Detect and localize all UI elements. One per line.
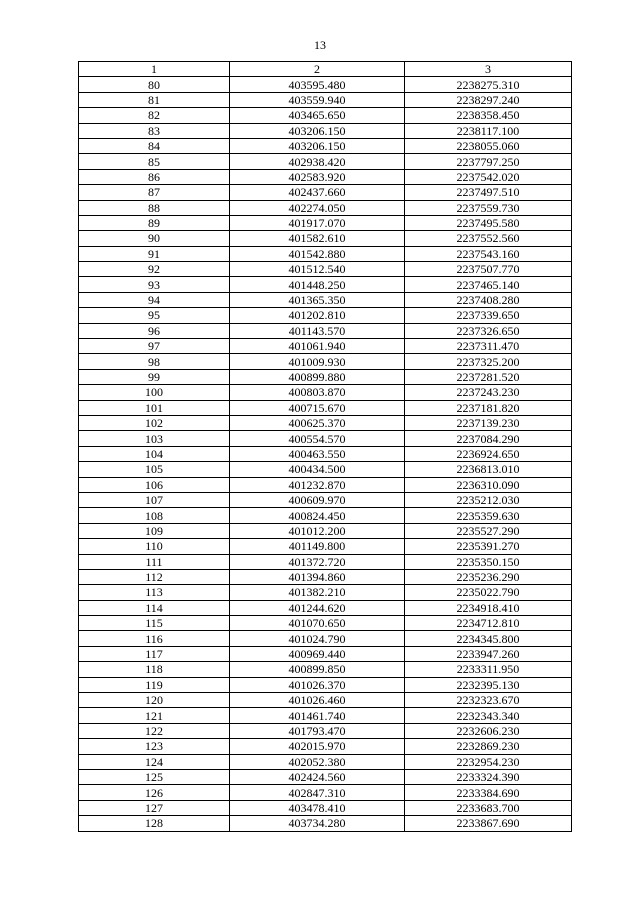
- point-number-cell: 96: [79, 323, 230, 338]
- table-row: [79, 554, 572, 569]
- x-coordinate-cell: 403559.940: [230, 92, 405, 107]
- y-coordinate-cell: 2233867.690: [405, 816, 572, 831]
- table-row: [79, 323, 572, 338]
- y-coordinate-cell: 2235391.270: [405, 539, 572, 554]
- table-row: [79, 816, 572, 831]
- x-coordinate-cell: 401382.210: [230, 585, 405, 600]
- point-number-cell: 119: [79, 677, 230, 692]
- y-coordinate-cell: 2233947.260: [405, 646, 572, 661]
- y-coordinate-cell: 2235022.790: [405, 585, 572, 600]
- point-number-cell: 105: [79, 462, 230, 477]
- x-coordinate-cell: 402437.660: [230, 185, 405, 200]
- point-number-cell: 123: [79, 739, 230, 754]
- point-number-cell: 127: [79, 800, 230, 815]
- x-coordinate-cell: 401394.860: [230, 569, 405, 584]
- x-coordinate-cell: 401009.930: [230, 354, 405, 369]
- table-row: [79, 754, 572, 769]
- table-row: [79, 200, 572, 215]
- y-coordinate-cell: 2234345.800: [405, 631, 572, 646]
- point-number-cell: 98: [79, 354, 230, 369]
- x-coordinate-cell: 402424.560: [230, 769, 405, 784]
- table-row: [79, 646, 572, 661]
- table-row: [79, 523, 572, 538]
- x-coordinate-cell: 400625.370: [230, 415, 405, 430]
- y-coordinate-cell: 2237542.020: [405, 169, 572, 184]
- x-coordinate-cell: 401372.720: [230, 554, 405, 569]
- point-number-cell: 91: [79, 246, 230, 261]
- x-coordinate-cell: 400899.850: [230, 662, 405, 677]
- table-row: [79, 169, 572, 184]
- table-row: [79, 154, 572, 169]
- point-number-cell: 95: [79, 308, 230, 323]
- y-coordinate-cell: 2237325.200: [405, 354, 572, 369]
- point-number-cell: 111: [79, 554, 230, 569]
- x-coordinate-cell: 401244.620: [230, 600, 405, 615]
- y-coordinate-cell: 2237408.280: [405, 292, 572, 307]
- x-coordinate-cell: 401582.610: [230, 231, 405, 246]
- table-row: [79, 785, 572, 800]
- y-coordinate-cell: 2234918.410: [405, 600, 572, 615]
- x-coordinate-cell: 401024.790: [230, 631, 405, 646]
- point-number-cell: 107: [79, 492, 230, 507]
- point-number-cell: 97: [79, 339, 230, 354]
- point-number-cell: 100: [79, 385, 230, 400]
- x-coordinate-cell: 401026.370: [230, 677, 405, 692]
- x-coordinate-cell: 402847.310: [230, 785, 405, 800]
- x-coordinate-cell: 401012.200: [230, 523, 405, 538]
- table-header-row: [79, 62, 572, 77]
- x-coordinate-cell: 403206.150: [230, 123, 405, 138]
- table-row: [79, 600, 572, 615]
- point-number-cell: 106: [79, 477, 230, 492]
- table-row: [79, 138, 572, 153]
- x-coordinate-cell: 403595.480: [230, 77, 405, 92]
- table-row: [79, 693, 572, 708]
- y-coordinate-cell: 2236813.010: [405, 462, 572, 477]
- x-coordinate-cell: 401143.570: [230, 323, 405, 338]
- table-row: [79, 108, 572, 123]
- table-row: [79, 662, 572, 677]
- x-coordinate-cell: 400969.440: [230, 646, 405, 661]
- y-coordinate-cell: 2233324.390: [405, 769, 572, 784]
- column-header-1: 1: [79, 62, 230, 77]
- table-row: [79, 369, 572, 384]
- y-coordinate-cell: 2238358.450: [405, 108, 572, 123]
- x-coordinate-cell: 403478.410: [230, 800, 405, 815]
- point-number-cell: 126: [79, 785, 230, 800]
- table-row: [79, 708, 572, 723]
- x-coordinate-cell: 401512.540: [230, 262, 405, 277]
- table-row: [79, 585, 572, 600]
- y-coordinate-cell: 2232954.230: [405, 754, 572, 769]
- point-number-cell: 90: [79, 231, 230, 246]
- point-number-cell: 85: [79, 154, 230, 169]
- column-header-3: 3: [405, 62, 572, 77]
- point-number-cell: 124: [79, 754, 230, 769]
- x-coordinate-cell: 400899.880: [230, 369, 405, 384]
- y-coordinate-cell: 2237139.230: [405, 415, 572, 430]
- point-number-cell: 88: [79, 200, 230, 215]
- y-coordinate-cell: 2235527.290: [405, 523, 572, 538]
- page-number: 13: [314, 38, 326, 52]
- point-number-cell: 84: [79, 138, 230, 153]
- point-number-cell: 101: [79, 400, 230, 415]
- x-coordinate-cell: 400463.550: [230, 446, 405, 461]
- point-number-cell: 125: [79, 769, 230, 784]
- table-row: [79, 446, 572, 461]
- y-coordinate-cell: 2235212.030: [405, 492, 572, 507]
- point-number-cell: 89: [79, 215, 230, 230]
- x-coordinate-cell: 401448.250: [230, 277, 405, 292]
- table-row: [79, 569, 572, 584]
- y-coordinate-cell: 2233311.950: [405, 662, 572, 677]
- y-coordinate-cell: 2237797.250: [405, 154, 572, 169]
- table-row: [79, 616, 572, 631]
- table-row: [79, 723, 572, 738]
- x-coordinate-cell: 401149.800: [230, 539, 405, 554]
- y-coordinate-cell: 2238117.100: [405, 123, 572, 138]
- table-row: [79, 308, 572, 323]
- table-row: [79, 246, 572, 261]
- point-number-cell: 82: [79, 108, 230, 123]
- y-coordinate-cell: 2237507.770: [405, 262, 572, 277]
- y-coordinate-cell: 2236310.090: [405, 477, 572, 492]
- table-body: [79, 77, 572, 831]
- y-coordinate-cell: 2237084.290: [405, 431, 572, 446]
- y-coordinate-cell: 2237243.230: [405, 385, 572, 400]
- x-coordinate-cell: 402583.920: [230, 169, 405, 184]
- point-number-cell: 121: [79, 708, 230, 723]
- y-coordinate-cell: 2237339.650: [405, 308, 572, 323]
- point-number-cell: 110: [79, 539, 230, 554]
- y-coordinate-cell: 2232395.130: [405, 677, 572, 692]
- point-number-cell: 104: [79, 446, 230, 461]
- point-number-cell: 115: [79, 616, 230, 631]
- point-number-cell: 108: [79, 508, 230, 523]
- x-coordinate-cell: 401061.940: [230, 339, 405, 354]
- point-number-cell: 114: [79, 600, 230, 615]
- point-number-cell: 87: [79, 185, 230, 200]
- y-coordinate-cell: 2238297.240: [405, 92, 572, 107]
- x-coordinate-cell: 401070.650: [230, 616, 405, 631]
- table-row: [79, 292, 572, 307]
- table-row: [79, 215, 572, 230]
- y-coordinate-cell: 2234712.810: [405, 616, 572, 631]
- table-row: [79, 677, 572, 692]
- y-coordinate-cell: 2235236.290: [405, 569, 572, 584]
- x-coordinate-cell: 401365.350: [230, 292, 405, 307]
- x-coordinate-cell: 401461.740: [230, 708, 405, 723]
- table-row: [79, 123, 572, 138]
- column-header-2: 2: [230, 62, 405, 77]
- table-row: [79, 339, 572, 354]
- table-row: [79, 262, 572, 277]
- coordinates-table: [78, 61, 572, 832]
- x-coordinate-cell: 401202.810: [230, 308, 405, 323]
- point-number-cell: 103: [79, 431, 230, 446]
- y-coordinate-cell: 2232343.340: [405, 708, 572, 723]
- point-number-cell: 112: [79, 569, 230, 584]
- table-row: [79, 185, 572, 200]
- point-number-cell: 128: [79, 816, 230, 831]
- x-coordinate-cell: 400824.450: [230, 508, 405, 523]
- y-coordinate-cell: 2237326.650: [405, 323, 572, 338]
- table-row: [79, 477, 572, 492]
- table-row: [79, 415, 572, 430]
- table-row: [79, 277, 572, 292]
- point-number-cell: 122: [79, 723, 230, 738]
- x-coordinate-cell: 401917.070: [230, 215, 405, 230]
- y-coordinate-cell: 2237559.730: [405, 200, 572, 215]
- x-coordinate-cell: 401793.470: [230, 723, 405, 738]
- y-coordinate-cell: 2237497.510: [405, 185, 572, 200]
- x-coordinate-cell: 402274.050: [230, 200, 405, 215]
- point-number-cell: 92: [79, 262, 230, 277]
- x-coordinate-cell: 403465.650: [230, 108, 405, 123]
- y-coordinate-cell: 2232323.670: [405, 693, 572, 708]
- y-coordinate-cell: 2238275.310: [405, 77, 572, 92]
- y-coordinate-cell: 2237465.140: [405, 277, 572, 292]
- table-row: [79, 92, 572, 107]
- point-number-cell: 80: [79, 77, 230, 92]
- x-coordinate-cell: 400609.970: [230, 492, 405, 507]
- y-coordinate-cell: 2237181.820: [405, 400, 572, 415]
- table-row: [79, 631, 572, 646]
- point-number-cell: 83: [79, 123, 230, 138]
- y-coordinate-cell: 2237281.520: [405, 369, 572, 384]
- x-coordinate-cell: 401026.460: [230, 693, 405, 708]
- y-coordinate-cell: 2237543.160: [405, 246, 572, 261]
- point-number-cell: 94: [79, 292, 230, 307]
- y-coordinate-cell: 2232606.230: [405, 723, 572, 738]
- point-number-cell: 120: [79, 693, 230, 708]
- x-coordinate-cell: 400803.870: [230, 385, 405, 400]
- x-coordinate-cell: 400434.500: [230, 462, 405, 477]
- point-number-cell: 109: [79, 523, 230, 538]
- point-number-cell: 118: [79, 662, 230, 677]
- x-coordinate-cell: 401232.870: [230, 477, 405, 492]
- table-row: [79, 77, 572, 92]
- point-number-cell: 116: [79, 631, 230, 646]
- y-coordinate-cell: 2238055.060: [405, 138, 572, 153]
- table-row: [79, 769, 572, 784]
- table-row: [79, 231, 572, 246]
- point-number-cell: 113: [79, 585, 230, 600]
- y-coordinate-cell: 2232869.230: [405, 739, 572, 754]
- table-row: [79, 508, 572, 523]
- y-coordinate-cell: 2237311.470: [405, 339, 572, 354]
- y-coordinate-cell: 2235350.150: [405, 554, 572, 569]
- point-number-cell: 99: [79, 369, 230, 384]
- y-coordinate-cell: 2233683.700: [405, 800, 572, 815]
- table-row: [79, 400, 572, 415]
- table-row: [79, 739, 572, 754]
- x-coordinate-cell: 402015.970: [230, 739, 405, 754]
- point-number-cell: 117: [79, 646, 230, 661]
- point-number-cell: 86: [79, 169, 230, 184]
- point-number-cell: 81: [79, 92, 230, 107]
- y-coordinate-cell: 2233384.690: [405, 785, 572, 800]
- y-coordinate-cell: 2236924.650: [405, 446, 572, 461]
- table-row: [79, 800, 572, 815]
- table-row: [79, 539, 572, 554]
- x-coordinate-cell: 400715.670: [230, 400, 405, 415]
- point-number-cell: 93: [79, 277, 230, 292]
- table-row: [79, 385, 572, 400]
- y-coordinate-cell: 2237495.580: [405, 215, 572, 230]
- x-coordinate-cell: 401542.880: [230, 246, 405, 261]
- point-number-cell: 102: [79, 415, 230, 430]
- y-coordinate-cell: 2235359.630: [405, 508, 572, 523]
- x-coordinate-cell: 400554.570: [230, 431, 405, 446]
- table-row: [79, 354, 572, 369]
- x-coordinate-cell: 403206.150: [230, 138, 405, 153]
- table-row: [79, 431, 572, 446]
- table-row: [79, 492, 572, 507]
- x-coordinate-cell: 403734.280: [230, 816, 405, 831]
- x-coordinate-cell: 402938.420: [230, 154, 405, 169]
- y-coordinate-cell: 2237552.560: [405, 231, 572, 246]
- x-coordinate-cell: 402052.380: [230, 754, 405, 769]
- table-row: [79, 462, 572, 477]
